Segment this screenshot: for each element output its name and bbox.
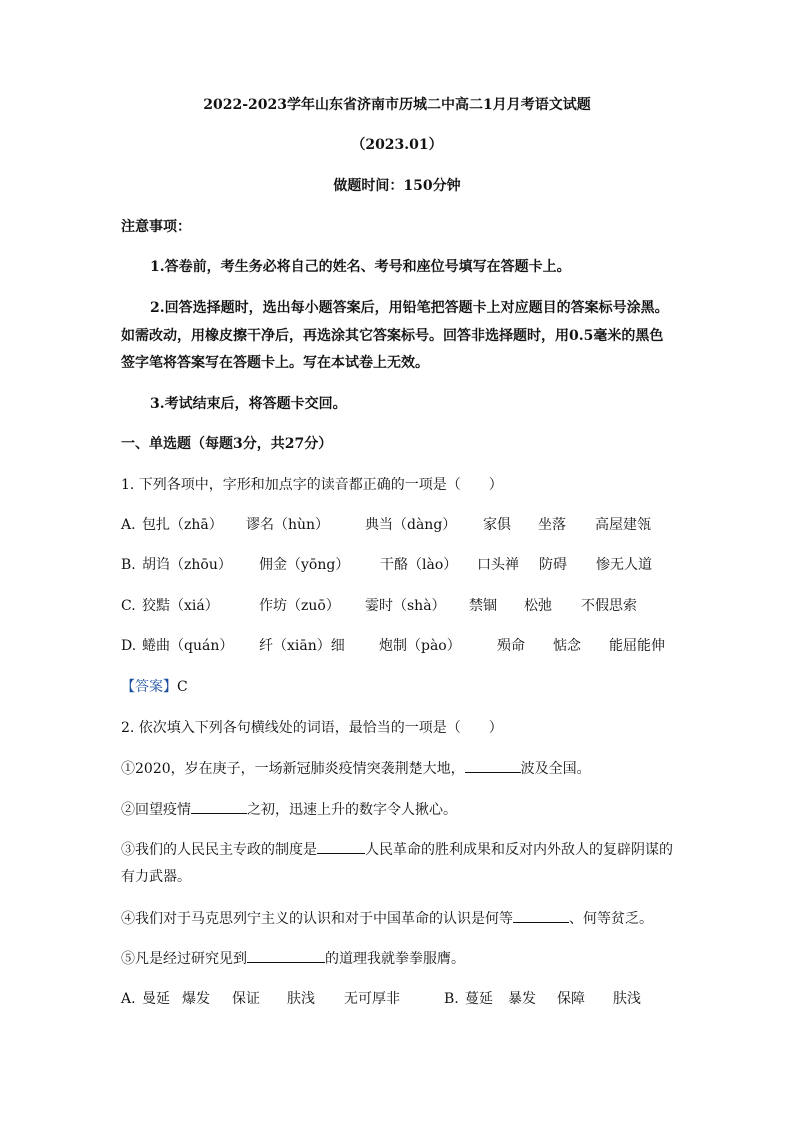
fill-blank — [317, 839, 365, 854]
option-word: 不假思索 — [581, 598, 637, 614]
fill-blank — [465, 758, 521, 773]
option-word: 暴发 — [508, 991, 536, 1007]
option-word: 禁锢 — [469, 598, 497, 614]
option-word: 爆发 — [182, 991, 210, 1007]
option-letter: A. — [121, 517, 136, 533]
question-2-sentence-5 — [121, 948, 465, 969]
exam-date: （2023.01） — [351, 137, 443, 153]
option-word: 坐落 — [538, 517, 566, 533]
option-word: 惦念 — [553, 638, 581, 654]
notice-item-2: 2.回答选择题时，选出每小题答案后，用铅笔把答题卡上对应题目的答案标号涂黑。 — [150, 300, 669, 316]
notice-item-2-cont: 如需改动，用橡皮擦干净后，再选涂其它答案标号。回答非选择题时，用0.5毫米的黑色 — [121, 328, 664, 344]
option-word: 家俱 — [483, 517, 511, 533]
answer-tag: 【答案】 — [121, 679, 177, 695]
question-1-stem: 1. 下列各项中，字形和加点字的读音都正确的一项是（ ） — [121, 477, 503, 493]
option-word: 狡黠（xiá） — [142, 598, 219, 614]
option-word: 肤浅 — [287, 991, 315, 1007]
option-word: 包扎（zhā） — [142, 517, 223, 533]
option-word: 曼延 — [142, 991, 170, 1007]
option-word: 能屈能伸 — [609, 638, 665, 654]
option-word: 肤浅 — [613, 991, 641, 1007]
sentence-text: 、何等贫乏。 — [569, 911, 653, 927]
sentence-text: 波及全国。 — [520, 761, 591, 777]
sentence-text: 之初，迅速上升的数字令人揪心。 — [247, 802, 457, 818]
sentence-text: ④我们对于马克思列宁主义的认识和对于中国革命的认识是何等 — [121, 911, 513, 927]
option-word: 保障 — [557, 991, 585, 1007]
sentence-text: ⑤凡是经过研究见到 — [121, 951, 247, 967]
sentence-text: ③我们的人民民主专政的制度是 — [121, 842, 317, 858]
option-word: 典当（dàng） — [365, 517, 457, 533]
option-word: 炮制（pào） — [379, 638, 461, 654]
question-2-stem: 2. 依次填入下列各句横线处的词语，最恰当的一项是（ ） — [121, 720, 503, 736]
notice-heading: 注意事项： — [121, 219, 191, 235]
fill-blank — [513, 908, 569, 923]
option-word: 谬名（hùn） — [246, 517, 330, 533]
question-2-sentence-3 — [121, 839, 673, 860]
answer-value: C — [177, 679, 188, 695]
option-word: 胡诌（zhōu） — [142, 557, 232, 573]
option-word: 口头禅 — [477, 557, 519, 573]
question-2-sentence-2 — [121, 799, 457, 820]
option-word: 作坊（zuō） — [259, 598, 340, 614]
question-2-sentence-1 — [121, 758, 591, 779]
option-word: 防碍 — [539, 557, 567, 573]
option-word: 松弛 — [524, 598, 552, 614]
sentence-text: 的道理我就拳拳服膺。 — [325, 951, 465, 967]
option-letter: A. — [121, 991, 136, 1007]
option-word: 无可厚非 — [344, 991, 400, 1007]
option-word: 惨无人道 — [596, 557, 652, 573]
option-word: 纤（xiān）细 — [259, 638, 345, 654]
option-word: 蜷曲（quán） — [142, 638, 234, 654]
option-word: 殒命 — [497, 638, 525, 654]
notice-item-1: 1.答卷前，考生务必将自己的姓名、考号和座位号填写在答题卡上。 — [150, 259, 571, 275]
option-letter: C. — [121, 598, 136, 614]
option-word: 佣金（yōng） — [259, 557, 350, 573]
option-letter: B. — [121, 557, 136, 573]
question-2-sentence-4 — [121, 908, 653, 929]
fill-blank — [191, 799, 247, 814]
question-2-sentence-3-cont: 有力武器。 — [121, 869, 191, 885]
option-word: 高屋建瓴 — [595, 517, 651, 533]
option-word: 保证 — [232, 991, 260, 1007]
exam-duration: 做题时间：150分钟 — [333, 178, 461, 194]
option-word: 蔓延 — [465, 991, 493, 1007]
notice-item-2-cont: 签字笔将答案写在答题卡上。写在本试卷上无效。 — [121, 355, 429, 371]
sentence-text: 人民革命的胜利成果和反对内外敌人的复辟阴谋的 — [365, 842, 673, 858]
fill-blank — [247, 948, 325, 963]
sentence-text: ②回望疫情 — [121, 802, 191, 818]
question-1-answer — [121, 677, 188, 697]
section-heading: 一、单选题（每题3分，共27分） — [121, 436, 333, 452]
option-word: 霎时（shà） — [365, 598, 446, 614]
option-letter: D. — [121, 638, 137, 654]
option-letter: B. — [444, 991, 459, 1007]
notice-item-3: 3.考试结束后，将答题卡交回。 — [150, 396, 347, 412]
sentence-text: ①2020，岁在庚子，一场新冠肺炎疫情突袭荆楚大地， — [121, 761, 465, 777]
option-word: 干酪（lào） — [380, 557, 458, 573]
exam-title: 2022-2023学年山东省济南市历城二中高二1月月考语文试题 — [203, 97, 591, 113]
